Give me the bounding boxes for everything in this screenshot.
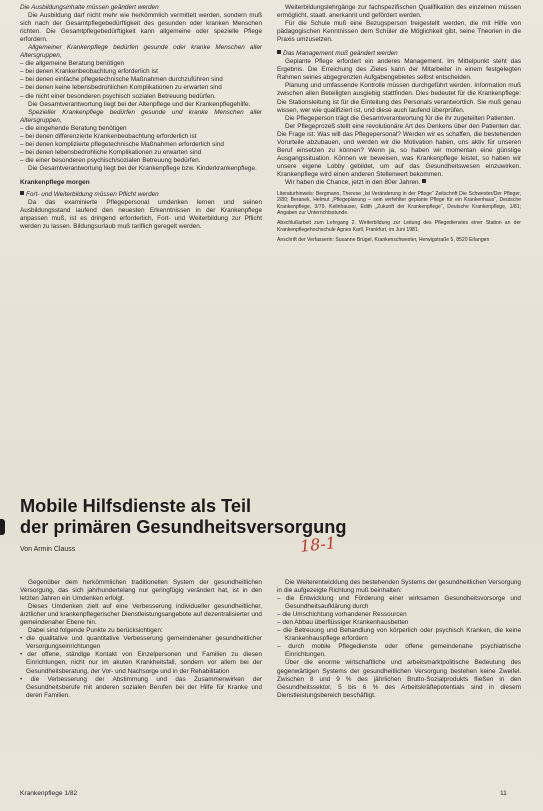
list-item: – die Umschichtung vorhandener Ressourcen xyxy=(277,611,407,619)
paragraph xyxy=(20,44,262,60)
section-heading: Fort- und Weiterbildung müssen Pflicht werden xyxy=(20,191,262,199)
list-item: – bei denen komplizierte pflegetechnische Maßnahmen erforderlich sind xyxy=(20,140,224,148)
paragraph: Die Pflegeperson trägt die Gesamtverantwortung für die ihr zugeteilten Patienten. xyxy=(285,114,516,122)
footnote: Literaturhinweis: Bergmann, Therese „Ist Veränderung in der Pflege“ Zeitschrift Die Schwester/Der Pfleger, 2/80; Beranek, Helmut „Pflegeplanung – sein verfehlter geplante Pflege für ein Krankenhaus“, Deutsche Krankenpflege, 3/79, Kellnhauser, Edith „Zukunft der Krankenpflege“, Deutsche Krankenpflege, 1/81; Angaben zur Unterrichtsstunde. xyxy=(277,191,521,216)
paragraph: Der Pflegeprozeß stellt eine revolutionäre Art des Denkens über den Patienten dar. Die Frage ist: Was will das Pflegepersonal? Werden wir es schaffen, die bestehenden Vorurteile abzubauen, und werden wir die Motivation haben, uns aktiv für unseren Beruf einsetzen zu können? Wenn ja, so haben wir momentan eine günstige Ausgangssituation. Können wir beweisen, was Krankenpflege leistet, so haben wir unsere eigene Lobby gebildet, um auf das Gesundheitswesen einzuwirken. Krankenpflege wird einen anderen Stellenwert bekommen. xyxy=(277,122,521,178)
paragraph: Die Gesamtverantwortung liegt bei der Krankenpflege bzw. Kinderkrankenpflege. xyxy=(28,164,257,172)
paragraph: Dabei sind folgende Punkte zu berücksichtigen: xyxy=(28,627,163,635)
list-item: – bei denen differenzierte Krankenbeobachtung erforderlich ist xyxy=(20,132,197,140)
article-right-column xyxy=(277,579,521,700)
list-item: – die nicht einer besonderen psychisch sozialen Betreuung bedürfen. xyxy=(20,92,216,100)
list-item: – die einer besonderen psychisch/sozialen Betreuung bedürfen. xyxy=(20,156,201,164)
section-heading: Die Ausbildungsinhalte müssen geändert werden xyxy=(20,4,159,11)
footer-journal: Krankenpflege 1/82 xyxy=(20,790,78,797)
list-item: – die allgemeine Beratung benötigen xyxy=(20,60,125,68)
bullet-square-icon xyxy=(20,191,24,195)
article-title: Mobile Hilfsdienste als Teil der primären Gesundheitsversorgung xyxy=(20,496,347,537)
paragraph: Gegenüber dem herkömmlichen traditionellen System der gesundheitlichen Versorgung, das sich jahrhundertelang nur geringfügig verändert hat, ist in den letzten Jahren ein Umdenken erfolgt. xyxy=(20,579,262,603)
footnote: Anschrift der Verfasserin: Susanne Brügel, Krankenschwester, Herwigstraße 5, 8520 Erlangen xyxy=(277,236,490,243)
list-item: – die Betreuung und Behandlung von körperlich oder psychisch Kranken, die keine Krankenhauspflege erfordern xyxy=(277,627,521,643)
paragraph: Planung und umfassende Kontrolle müssen durchgeführt werden. Information muß zwischen allen Beteiligten ausgiebig stattfinden. Dies bedeutet für die Krankenpflege: Die Stationsleitung ist für die Einteilung des Personals verantwortlich. Sie muß genau wissen, wer wie qualifiziert ist, und diese auch laufend überprüfen. xyxy=(277,82,521,114)
list-item: – bei denen einfache pflegetechnische Maßnahmen durchzuführen sind xyxy=(20,76,223,84)
paragraph: Geplante Pflege erfordert ein anderes Management. Im Mittelpunkt steht das Ergebnis. Die Erreichung des Zieles kann der Mitarbeiter in einem festgelegten Rahmen seines abgegrenzten Aufgabengebietes selbst entscheiden. xyxy=(277,58,521,82)
subheading: Krankenpflege morgen xyxy=(20,178,90,186)
bullet-square-icon xyxy=(277,50,281,54)
paragraph: Da das examinierte Pflegepersonal umdenken lernen und seinen Ausbildungsstand laufend den neuesten Erkenntnissen in der Krankenpflege anpassen muß, ist es dringend erforderlich, Fort- und Weiterbildung zur Pflicht werden zu lassen. Bildungsurlaub muß tariflich geregelt werden. xyxy=(20,199,262,231)
handwritten-note: 18-1 xyxy=(299,533,337,556)
end-mark-icon xyxy=(422,179,426,183)
list-item: – bei denen keine lebensbedrohlichen Komplikationen zu erwarten sind xyxy=(20,84,222,92)
paragraph: Über die enorme wirtschaftliche und arbeitsmarktpolitische Bedeutung des gegenwärtigen Systems der gesundheitlichen Versorgung bestehen keine Zweifel. Zwischen 8 und 9 % des jährlichen Brutto-Sozialprodukts fließen in den Gesundheitssektor, 5 bis 6 % des Arbeitskräftepotentials sind in diesem Dienstleistungsbereich beschäftigt. xyxy=(277,659,521,699)
list-item: – bei denen lebensbedrohliche Komplikationen zu erwarten sind xyxy=(20,148,202,156)
footnote: Abschlußarbeit zum Lehrgang 2. Weiterbildung zur Leitung des Pflegedienstes einer Station an der Krankenpflegehochschule Agnes Karll, Frankfurt, im Juni 1981. xyxy=(277,220,521,233)
list-item: – die Entwicklung und Förderung einer wirksamen Gesundheitsvorsorge und Gesundheitsaufklärung durch xyxy=(277,595,521,611)
paragraph: Spezieller Krankenpflege bedürfen gesunde und kranke Menschen aller Altersgruppen, xyxy=(20,108,262,124)
byline: Von Armin Clauss xyxy=(20,546,76,553)
list-item: – bei denen Krankenbeobachtung erforderlich ist xyxy=(20,68,158,76)
list-item: • die Verbesserung der Abstimmung und das Zusammenwirken der Gesundheitsberufe mit anderen sozialen Berufen bei der Hilfe für Kranke und deren Familien. xyxy=(20,675,262,699)
list-item: • die qualitative und quantitative Verbesserung gemeindenaher gesundheitlicher Versorgungseinrichtungen xyxy=(20,635,262,651)
list-speziell xyxy=(20,125,262,165)
left-column-top xyxy=(20,4,262,231)
section-heading: Das Management muß geändert werden xyxy=(277,50,521,58)
paragraph: Die Ausbildung darf nicht mehr wie herkömmlich vermittelt werden, sondern muß sich nach der Gesamtpflegebedürftigkeit des gesunden oder kranken Menschen richten. Die Gesamtpflegebedürftigkeit kann allgemeine oder spezielle Pflege erfordern. xyxy=(20,12,262,44)
list-allgemein xyxy=(20,60,262,100)
paragraph: Die Gesamtverantwortung liegt bei der Altenpflege und der Krankenpflegehilfe. xyxy=(28,100,251,108)
list-item: – den Abbau überflüssiger Krankenhausbetten xyxy=(277,619,409,627)
right-column-top xyxy=(277,4,521,243)
list-item: – die eingehende Beratung benötigen xyxy=(20,124,127,132)
article-left-column xyxy=(20,579,262,700)
paragraph: Dieses Umdenken zielt auf eine Verbesserung individueller gesundheitlicher, ärztlicher und krankenpflegerischer Dienstleistungsangebote auf dezentralisierter und gemeindenaher Ebene hin. xyxy=(20,603,262,627)
paragraph: Weiterbildungslehrgänge zur fachspezifischen Qualifikation des einzelnen müssen ermöglicht, staatl. anerkannt und gefördert werden. xyxy=(277,4,521,20)
emphasis-text: Allgemeiner Krankenpflege bedürfen gesunde oder kranke Menschen aller Altersgruppen, xyxy=(20,44,262,60)
page-number: 11 xyxy=(500,790,507,797)
paragraph: Wir haben die Chance, jetzt in den 80er Jahren. xyxy=(277,179,521,187)
list-item: – durch mobile Pflegedienste oder offene gemeindenahe psychiatrische Einrichtungen. xyxy=(277,643,521,659)
paragraph: Für die Schule muß eine Bezugsperson freigestellt werden, die mit Hilfe von pädagogischen Kenntnissen dem Schüler die Möglichkeit gibt, seine Theorien in die Praxis umzusetzen. xyxy=(277,20,521,44)
paragraph: Die Weiterentwicklung des bestehenden Systems der gesundheitlichen Versorgung in die aufgezeigte Richtung muß beinhalten: xyxy=(277,579,521,595)
margin-mark xyxy=(0,519,5,535)
list-item: • der offene, ständige Kontakt von Einzelpersonen und Familien zu diesen Einrichtungen, nicht nur im akuten Krankheitsfall, sondern vor allem bei der Gesundheitsberatung, der Vor- und Nachsorge und in der Rehabilitation xyxy=(20,651,262,675)
